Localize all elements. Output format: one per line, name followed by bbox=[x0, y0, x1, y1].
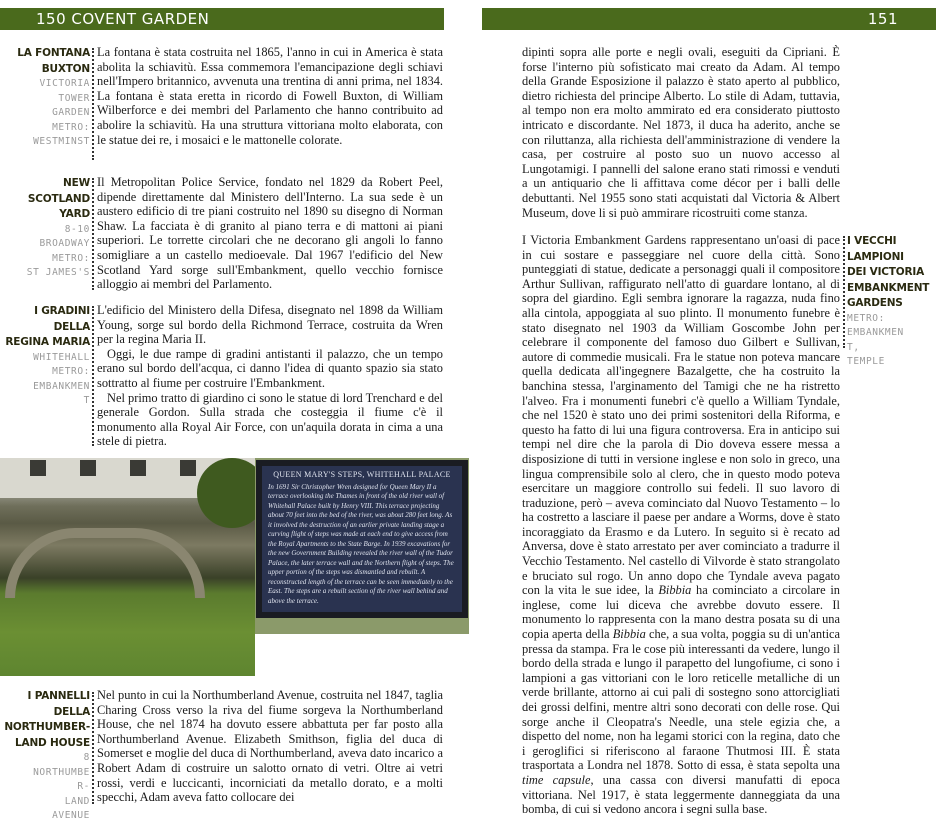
entry-address: 8 NORTHUMBE R- LAND AVENUE bbox=[33, 752, 90, 821]
text-run: ha cominciato a circolare in inglese, come lui diceva che avrebbe dovuto essere. Il monumento lo rappresenta con la mano destra posata su di una copia aperta della bbox=[522, 583, 840, 642]
entry-title bbox=[0, 304, 90, 351]
entry-title-line: EMBANKMENT bbox=[847, 281, 930, 294]
entry-title bbox=[0, 689, 90, 751]
entry-title-line: I PANNELLI DELLA bbox=[27, 690, 90, 718]
divider bbox=[843, 236, 845, 348]
paragraph: Il Metropolitan Police Service, fondato nel 1829 da Robert Peel, dipende direttamente dal Ministero dell'Interno. La sua sede è un austero edificio di tre piani costruito nel 1890 su disegno di Norman Shaw. La facciata è di granito al piano terra e di mattoni ai piani superiori. Le torrette circolari che ne decorano gli angoli lo fanno somigliare a un castello medioevale. Dal 1967 l'edificio del New Scotland Yard sorge sull'Embankment, quello vecchio fornisce alloggio ai membri del Parlamento. bbox=[97, 175, 443, 292]
page-header-left: 150 COVENT GARDEN bbox=[0, 8, 444, 30]
text-run-italic: Bibbia bbox=[612, 627, 646, 642]
text-right-1 bbox=[522, 45, 840, 220]
paragraph: Nel punto in cui la Northumberland Avenue, costruita nel 1847, taglia Charing Cross verso la riva del fiume sorgeva la Northumberland House, che nel 1874 ha dovuto essere abbattuta per far posto alla Northumberland Avenue. Elizabeth Smithson, figlia del duca di Somerset e moglie del duca di Northumberland, aveva dato incarico a Robert Adam di costruire un salotto ornato di vetri. Oltre ai vetri rossi, verdi e luccicanti, incorniciati da metallo dorato, e a molti specchi, Adam aveva fatto collocare dei bbox=[97, 688, 443, 805]
entry-address: WHITEHALL METRO: EMBANKMEN T bbox=[33, 351, 90, 406]
entry-title-line: NORTHUMBER- bbox=[4, 721, 90, 733]
entry-address: METRO: EMBANKMEN T, TEMPLE bbox=[847, 312, 904, 367]
divider bbox=[92, 306, 94, 446]
entry-title-line: LAND HOUSE bbox=[15, 736, 90, 749]
curved-steps bbox=[5, 528, 205, 598]
paragraph bbox=[522, 233, 840, 817]
entry-title-line: LAMPIONI bbox=[847, 250, 904, 263]
entry-title-line: I GRADINI DELLA bbox=[34, 305, 90, 333]
sidebar-fontana bbox=[0, 46, 90, 150]
sidebar-lampioni bbox=[847, 234, 932, 370]
entry-title bbox=[0, 46, 90, 77]
entry-title-line: REGINA MARIA bbox=[5, 336, 90, 348]
entry-title-line: GARDENS bbox=[847, 297, 903, 309]
divider bbox=[92, 692, 94, 804]
text-run: , una cassa con diversi manufatti di epoca vittoriana. Nel 1917, è stata leggermente danneggiata da una bomba, di cui si vedono ancora i segni sulla base. bbox=[522, 772, 841, 817]
entry-title-line: NEW bbox=[63, 177, 90, 189]
plaque-heading: QUEEN MARY'S STEPS, WHITEHALL PALACE bbox=[273, 470, 451, 479]
paragraph: Oggi, le due rampe di gradini antistanti il palazzo, che un tempo erano sul bordo dell'acqua, ci danno l'idea di quanto spazio sia stato sottratto al fiume per costruire l'Embankment. bbox=[97, 346, 443, 390]
paragraph: La fontana è stata costruita nel 1865, l'anno in cui in America è stata abolita la schiavitù. Essa commemora l'emancipazione degli schiavi nell'Impero britannico, avvenuta una trentina di anni prima, nel 1834. La fontana è stata eretta in ricordo di Fowell Buxton, di William Wilberforce e dei membri del Parlamento che hanno contribuito ad abolire la schiavitù. Ha una struttura vittoriana molto elaborata, con le statue dei re, i mosaici e le mattonelle colorate. bbox=[97, 45, 443, 147]
entry-title-line: BUXTON bbox=[41, 62, 90, 75]
entry-title bbox=[847, 234, 932, 312]
entry-address: VICTORIA TOWER GARDEN METRO: WESTMINST bbox=[33, 78, 90, 147]
window bbox=[180, 460, 196, 476]
sidebar-pannelli bbox=[0, 689, 90, 824]
text-scotland-yard bbox=[97, 175, 443, 292]
entry-address: 8-10 BROADWAY METRO: ST JAMES'S bbox=[26, 223, 90, 278]
entry-title-line: LA FONTANA bbox=[17, 47, 90, 59]
entry-title-line: DEI VICTORIA bbox=[847, 266, 924, 278]
text-right-2 bbox=[522, 233, 840, 817]
window bbox=[130, 460, 146, 476]
text-run-italic: time capsule bbox=[522, 772, 591, 787]
paragraph: L'edificio del Ministero della Difesa, disegnato nel 1898 da William Young, sorge sul bordo della Richmond Terrace, costruita da Wren per la regina Maria II. bbox=[97, 303, 443, 347]
text-pannelli bbox=[97, 688, 443, 805]
text-gradini bbox=[97, 303, 443, 449]
entry-title bbox=[0, 176, 90, 223]
text-fontana bbox=[97, 45, 443, 147]
divider bbox=[92, 178, 94, 290]
tree bbox=[197, 458, 255, 528]
text-run-italic: Bibbia bbox=[658, 583, 692, 598]
entry-title-line: SCOTLAND YARD bbox=[27, 192, 90, 220]
paragraph: dipinti sopra alle porte e negli ovali, eseguiti da Cipriani. È forse l'interno più sofisticato mai creato da Adam. Al tempo della Grande Esposizione il palazzo è stato aperto al pubblico, dietro richiesta del principe Alberto. Lo stile di Adam, tuttavia, al tempo non era molto ammirato ed era considerato piuttosto intricato e discordante. Nel 1873, il duca ha aderito, anche se con riluttanza, alla richiesta dell'amministrazione di vendere la casa, per costruire al posto suo un nuovo accesso al Lungotamigi. I pannelli del salone erano stati rimossi e venduti a un antiquario che li affittava come décor per i balli delle debuttanti. Nel 1955 sono stati acquistati dal Victoria & Albert Museum, dove li si può ammirare ricostruiti come stanza. bbox=[522, 45, 840, 220]
sidebar-scotland-yard bbox=[0, 176, 90, 281]
window bbox=[80, 460, 96, 476]
divider bbox=[92, 48, 94, 160]
page-header-right: 151 bbox=[482, 8, 936, 30]
plaque-text: In 1691 Sir Christopher Wren designed for Queen Mary II a terrace overlooking the Thames in front of the old river wall of Whitehall Palace built by Henry VIII. This terrace projecting about 70 feet into the bed of the river, was about 280 feet long. As it involved the destruction of an earlier private landing stage a curving flight of steps was made at each end to give access from the Royal Apartments to the State Barge. In 1939 excavations for the new Government Building revealed the river wall of the Tudor Palace, the later terrace wall and the Northern flight of steps. The upper portion of the steps was dismantled and rebuilt. A reconstructed length of the terrace can be seen immediately to the East. The steps are a rebuilt section of the river wall behind and above the terrace. bbox=[268, 482, 454, 605]
photo-queen-marys-steps bbox=[0, 458, 255, 676]
sidebar-gradini bbox=[0, 304, 90, 409]
window bbox=[30, 460, 46, 476]
plaque bbox=[256, 460, 468, 618]
text-run: che, a sua volta, poggia su di un'antica pressa da stampa. Fra le cose più interessanti da vedere, lungo il bordo della strada e lungo il parapetto del lungofiume, ci sono i lampioni a gas vittoriani con le loro reticelle metalliche di un verde brillante, attorno ai cui pali di sostegno sono attorcigliati dei grossi delfini, mentre altri sono decorati con delle rose. Qui sorge anche il Cleopatra's Needle, una stele egizia che, a dispetto del nome, non ha legami storici con la regina, dato che i geroglifici si riferiscono al faraone Thutmosi III. È stata trasportata a Londra nel 1878. Sotto di essa, è stata sepolta una bbox=[522, 627, 841, 773]
text-run: I Victoria Embankment Gardens rappresentano un'oasi di pace in cui sostare e passeggiare nel cuore della città. Sono punteggiati di statue, dedicate a personaggi quali il compositore Arthur Sullivan, raffigurato nell'atto di guardare lontano, al di sopra del giardino. Egli sembra ignorare la ragazza, nuda fino alla cintola, appoggiata al suo plinto. Il monumento funebre è stato disegnato nel 1903 da William Goscombe John per celebrare il componente del famoso duo Gilbert e Sullivan, autore di commedie musicali. Fra le statue non poteva mancare quella dedicata all'ingegnere Bazalgette, che ha costruito la banchina stessa, l'arginamento del Tamigi che ne ha ristretto l'alveo. Fra i monumenti funebri c'è quello a William Tyndale, che nel 1520 è stato uno dei primi sostenitori della Riforma, e questo ha fatto di lui una figura controversa. Era in anticipo sui tempi nel dire che la parola di Dio doveva essere messa a disposizione di tutti in versione inglese e non solo in greco, una lingua comprensibile solo al clero, che in questo modo poteva esercitare un maggiore controllo sui fedeli. Il suo lavoro di traduzione, però – aveva cominciato dal Nuovo Testamento – lo ha costretto a lasciare il paese per andare a Worms, dove è stato incoraggiato da Erasmo e da Lutero. In seguito si è recato ad Anversa, dove è stato arrestato per aver cominciato a tradurre il Vecchio Testamento. Nel castello di Vilvorde è stato strangolato e bruciato sul rogo. Un anno dopo che Tyndale aveva pagato con la vita le sue idee, la bbox=[522, 233, 840, 598]
paragraph: Nel primo tratto di giardino ci sono le statue di lord Trenchard e del generale Gordon. Sulla strada che costeggia il fiume c'è il monumento alla Royal Air Force, con un'aquila dorata in cima a una stele di pietra. bbox=[97, 390, 443, 449]
entry-title-line: I VECCHI bbox=[847, 235, 897, 247]
